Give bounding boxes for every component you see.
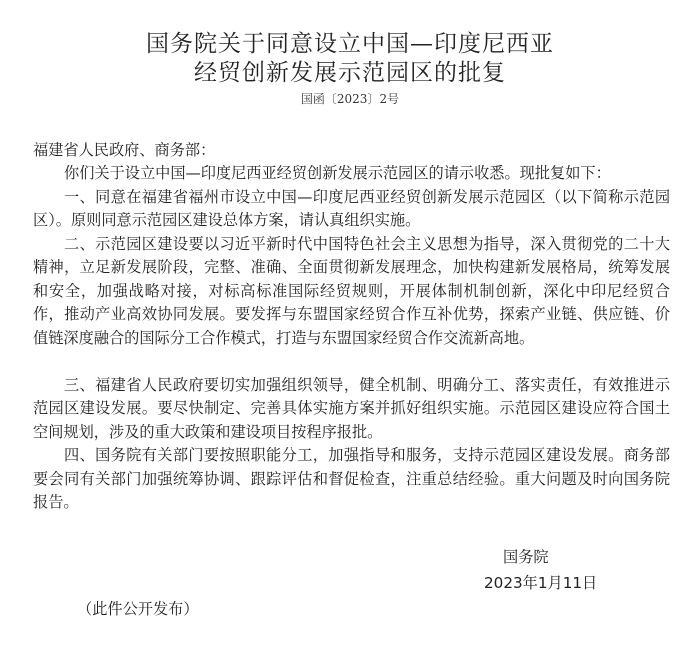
paragraph-section-3: 三、福建省人民政府要切实加强组织领导，健全机制、明确分工、落实责任，有效推进示范园区建设发展。要尽快制定、完善具体实施方案并抓好组织实施。示范园区建设应符合国土空间规划，涉及的重大政策和建设项目按程序报批。 — [33, 375, 670, 441]
publish-note: （此件公开发布） — [77, 600, 199, 618]
salutation: 福建省人民政府、商务部： — [33, 141, 216, 159]
paragraph-section-4: 四、国务院有关部门要按照职能分工，加强指导和服务，支持示范园区建设发展。商务部要会同有关部门加强统筹协调、跟踪评估和督促检查，注重总结经验。重大问题及时向国务院报告。 — [33, 446, 670, 511]
paragraph-section-2: 二、示范园区建设要以习近平新时代中国特色社会主义思想为指导，深入贯彻党的二十大精神，立足新发展阶段，完整、准确、全面贯彻新发展理念，加快构建新发展格局，统筹发展和安全，加强战略对接，对标高标准国际经贸规则，开展体制机制创新，深化中印尼经贸合作，推动产业高效协同发展。要发挥与东盟国家经贸合作互补优势，探索产业链、供应链、价值链深度融合的国际分工合作模式，打造与东盟国家经贸合作交流新高地。 — [33, 234, 670, 347]
document-title-line-1: 国务院关于同意设立中国—印度尼西亚 — [146, 31, 554, 57]
issue-date: 2023年1月11日 — [484, 574, 598, 592]
document-number: 国函〔2023〕2号 — [300, 92, 400, 106]
paragraph-section-1: 一、同意在福建省福州市设立中国—印度尼西亚经贸创新发展示范园区（以下简称示范园区）。原则同意示范园区建设总体方案，请认真组织实施。 — [33, 187, 670, 229]
document-title-line-2: 经贸创新发展示范园区的批复 — [194, 60, 506, 86]
signer: 国务院 — [503, 548, 549, 566]
paragraph-intro: 你们关于设立中国—印度尼西亚经贸创新发展示范园区的请示收悉。现批复如下： — [64, 164, 611, 182]
